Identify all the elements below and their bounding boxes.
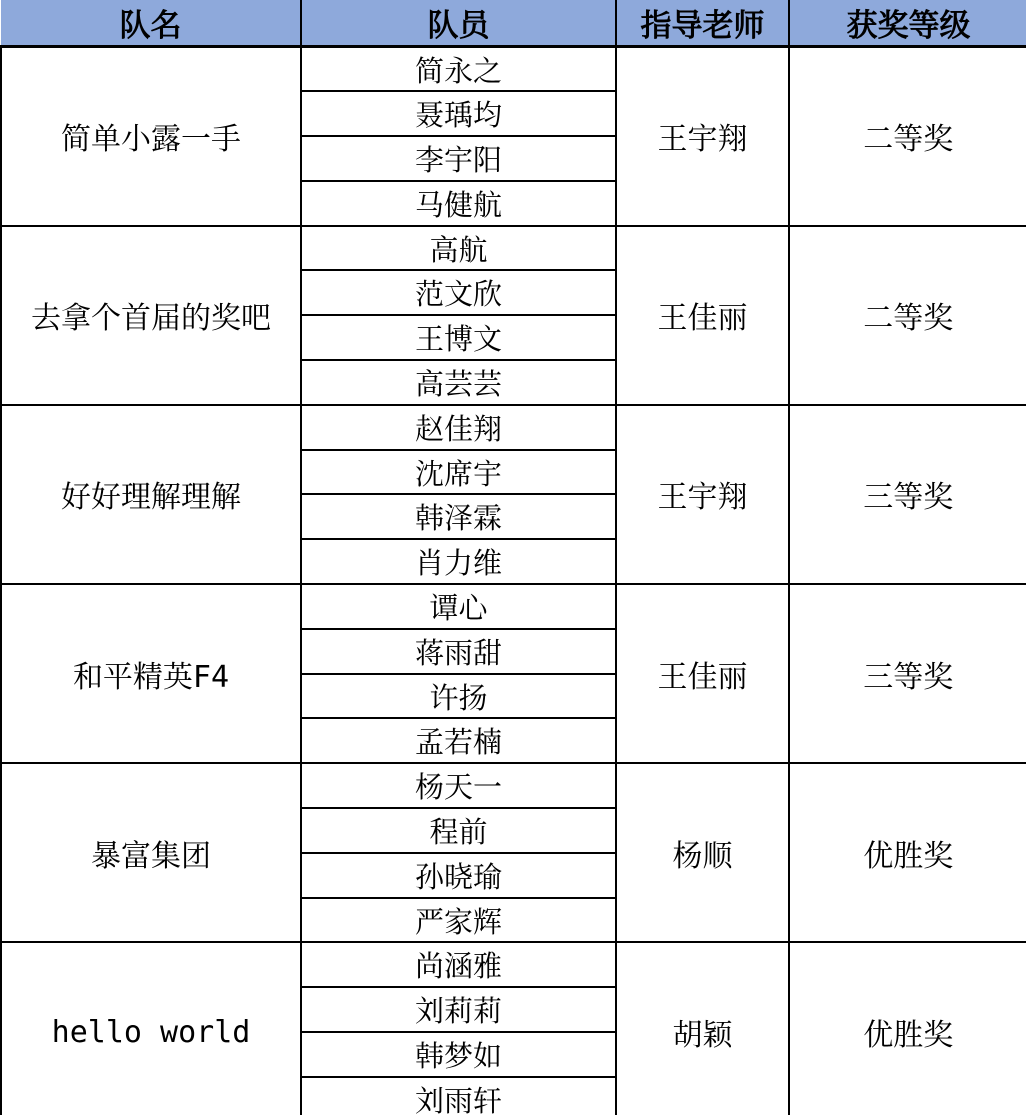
member-cell: 孙晓瑜 bbox=[301, 853, 616, 898]
col-header-teacher: 指导老师 bbox=[616, 0, 789, 47]
member-cell: 范文欣 bbox=[301, 270, 616, 315]
teacher-cell: 王佳丽 bbox=[616, 584, 789, 763]
col-header-award: 获奖等级 bbox=[789, 0, 1026, 47]
member-row bbox=[1, 405, 1026, 450]
member-cell: 程前 bbox=[301, 808, 616, 853]
team-name-cell: hello world bbox=[1, 942, 301, 1115]
member-cell: 严家辉 bbox=[301, 898, 616, 943]
member-cell: 孟若楠 bbox=[301, 718, 616, 763]
member-cell: 尚涵雅 bbox=[301, 942, 616, 987]
member-cell: 许扬 bbox=[301, 674, 616, 719]
teacher-cell: 杨顺 bbox=[616, 763, 789, 942]
member-cell: 沈席宇 bbox=[301, 450, 616, 495]
teacher-cell: 王宇翔 bbox=[616, 47, 789, 226]
award-cell: 优胜奖 bbox=[789, 942, 1026, 1115]
member-cell: 聂瑀均 bbox=[301, 91, 616, 136]
member-cell: 简永之 bbox=[301, 47, 616, 92]
member-row bbox=[1, 763, 1026, 808]
award-cell: 二等奖 bbox=[789, 226, 1026, 405]
team-name-cell: 暴富集团 bbox=[1, 763, 301, 942]
member-row bbox=[1, 584, 1026, 629]
member-cell: 王博文 bbox=[301, 315, 616, 360]
member-row bbox=[1, 226, 1026, 271]
header-row bbox=[1, 0, 1026, 47]
award-cell: 优胜奖 bbox=[789, 763, 1026, 942]
team-name-cell: 好好理解理解 bbox=[1, 405, 301, 584]
member-cell: 高航 bbox=[301, 226, 616, 271]
award-cell: 三等奖 bbox=[789, 584, 1026, 763]
teacher-cell: 胡颖 bbox=[616, 942, 789, 1115]
member-cell: 赵佳翔 bbox=[301, 405, 616, 450]
teacher-cell: 王宇翔 bbox=[616, 405, 789, 584]
member-cell: 谭心 bbox=[301, 584, 616, 629]
member-cell: 蒋雨甜 bbox=[301, 629, 616, 674]
col-header-members: 队员 bbox=[301, 0, 616, 47]
award-cell: 二等奖 bbox=[789, 47, 1026, 226]
teacher-cell: 王佳丽 bbox=[616, 226, 789, 405]
team-name-cell: 简单小露一手 bbox=[1, 47, 301, 226]
team-name-cell: 去拿个首届的奖吧 bbox=[1, 226, 301, 405]
member-cell: 韩泽霖 bbox=[301, 494, 616, 539]
member-cell: 杨天一 bbox=[301, 763, 616, 808]
member-cell: 高芸芸 bbox=[301, 360, 616, 405]
member-cell: 肖力维 bbox=[301, 539, 616, 584]
member-cell: 马健航 bbox=[301, 181, 616, 226]
team-name-cell: 和平精英F4 bbox=[1, 584, 301, 763]
award-cell: 三等奖 bbox=[789, 405, 1026, 584]
member-cell: 刘莉莉 bbox=[301, 987, 616, 1032]
member-cell: 李宇阳 bbox=[301, 136, 616, 181]
member-cell: 韩梦如 bbox=[301, 1032, 616, 1077]
member-row bbox=[1, 47, 1026, 92]
member-row bbox=[1, 942, 1026, 987]
member-cell: 刘雨轩 bbox=[301, 1077, 616, 1115]
col-header-team-name: 队名 bbox=[1, 0, 301, 47]
